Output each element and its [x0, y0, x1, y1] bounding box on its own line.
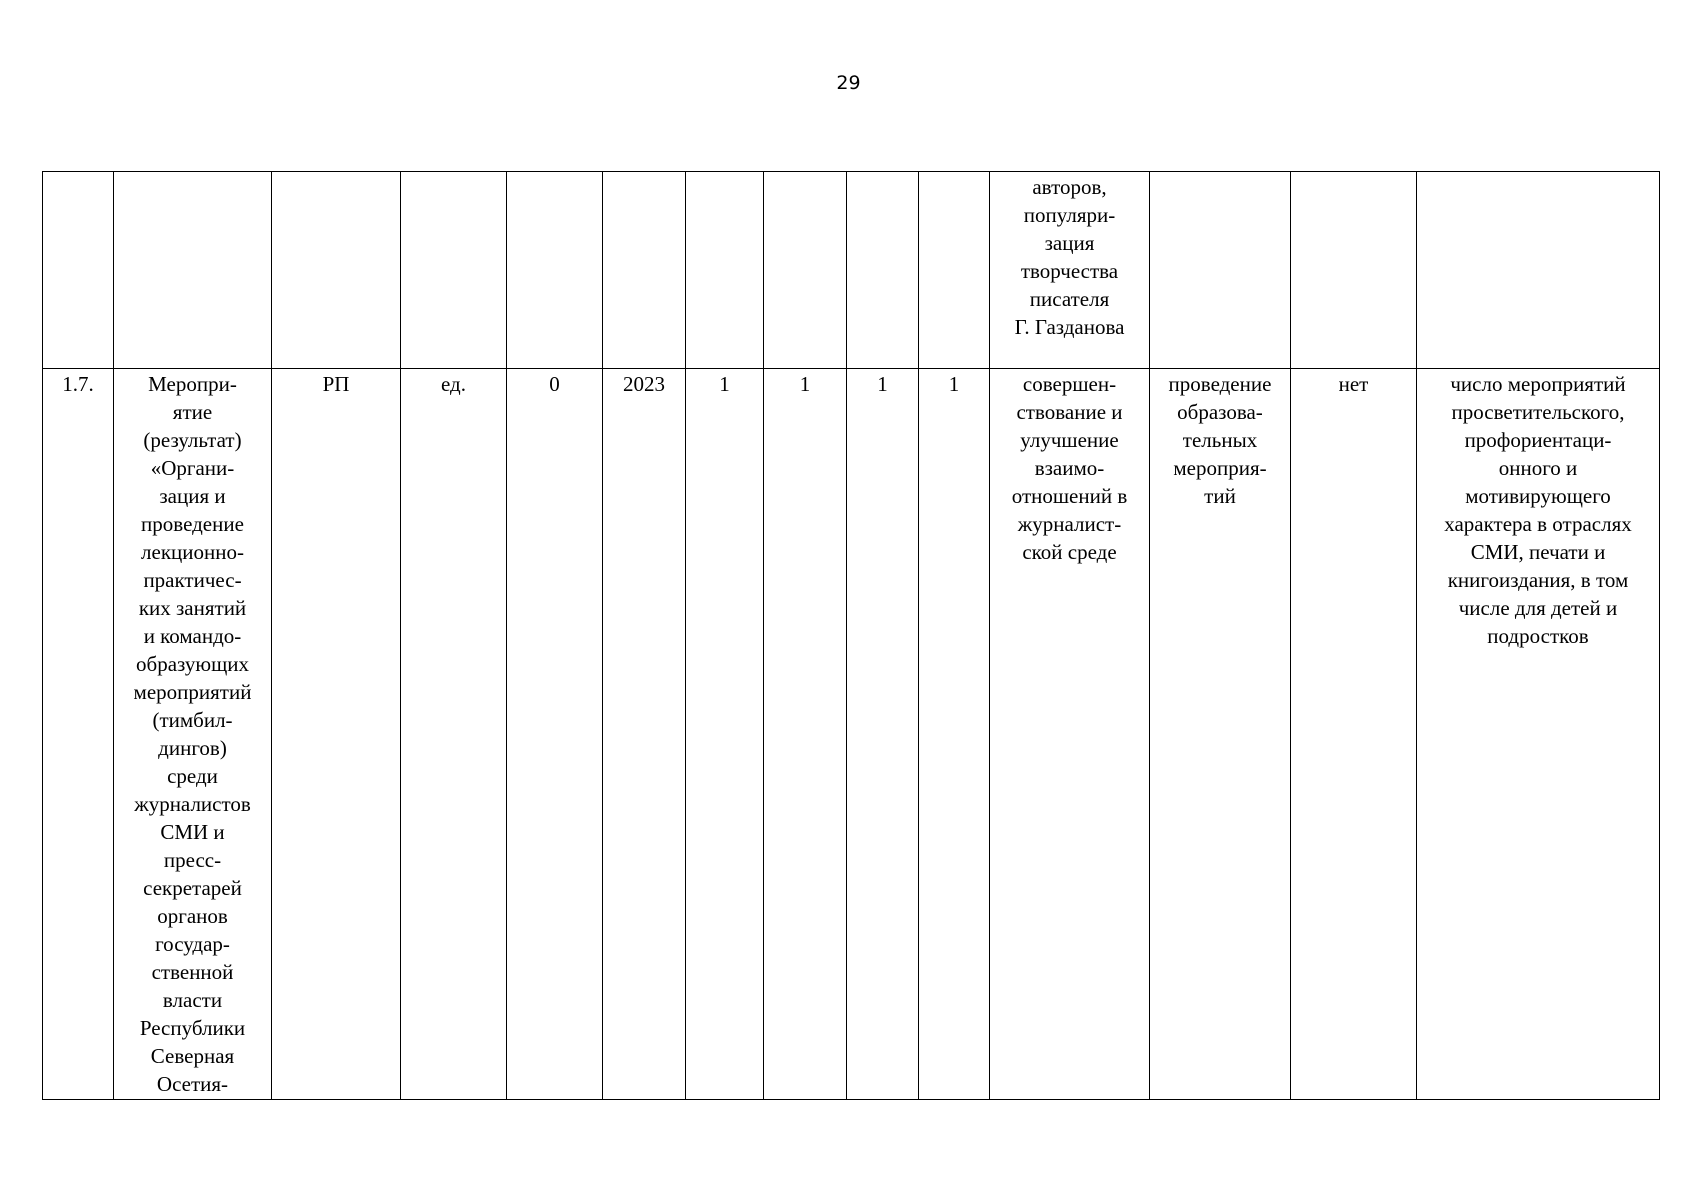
- cell-link: нет: [1291, 369, 1417, 1100]
- document-table: [42, 171, 1660, 1100]
- cell-number: 1.7.: [43, 369, 114, 1100]
- cell-link: [1291, 172, 1417, 369]
- cell-value-3: [847, 172, 919, 369]
- table-row-continuation: [43, 172, 1660, 369]
- cell-activity: проведение образова- тельных мероприя- тий: [1150, 369, 1291, 1100]
- cell-activity: [1150, 172, 1291, 369]
- table-row-1-7: [43, 369, 1660, 1100]
- cell-name: [114, 172, 272, 369]
- cell-value-2: 1: [764, 369, 847, 1100]
- page-number: 29: [836, 72, 861, 94]
- cell-number: [43, 172, 114, 369]
- cell-type: РП: [272, 369, 401, 1100]
- cell-description: авторов, популяри- зация творчества писателя Г. Газданова: [990, 172, 1150, 369]
- cell-indicator: [1417, 172, 1660, 369]
- cell-value-4: [919, 172, 990, 369]
- cell-value-1: [686, 172, 764, 369]
- cell-description: совершен- ствование и улучшение взаимо- отношений в журналист- ской среде: [990, 369, 1150, 1100]
- cell-base-value: 0: [507, 369, 603, 1100]
- cell-base-year: [603, 172, 686, 369]
- cell-value-1: 1: [686, 369, 764, 1100]
- cell-indicator: число мероприятий просветительского, профориентаци- онного и мотивирующего характера в отраслях СМИ, печати и книгоиздания, в том числе для детей и подростков: [1417, 369, 1660, 1100]
- cell-value-2: [764, 172, 847, 369]
- cell-unit: [401, 172, 507, 369]
- cell-unit: ед.: [401, 369, 507, 1100]
- cell-base-value: [507, 172, 603, 369]
- cell-value-4: 1: [919, 369, 990, 1100]
- cell-type: [272, 172, 401, 369]
- cell-base-year: 2023: [603, 369, 686, 1100]
- cell-name: Меропри- ятие (результат) «Органи- зация и проведение лекционно- практичес- ких занятий и командо- образующих мероприятий (тимбил- дингов) среди журналистов СМИ и пресс- секретарей органов государ- ственной власти Республики Северная Осетия-: [114, 369, 272, 1100]
- cell-value-3: 1: [847, 369, 919, 1100]
